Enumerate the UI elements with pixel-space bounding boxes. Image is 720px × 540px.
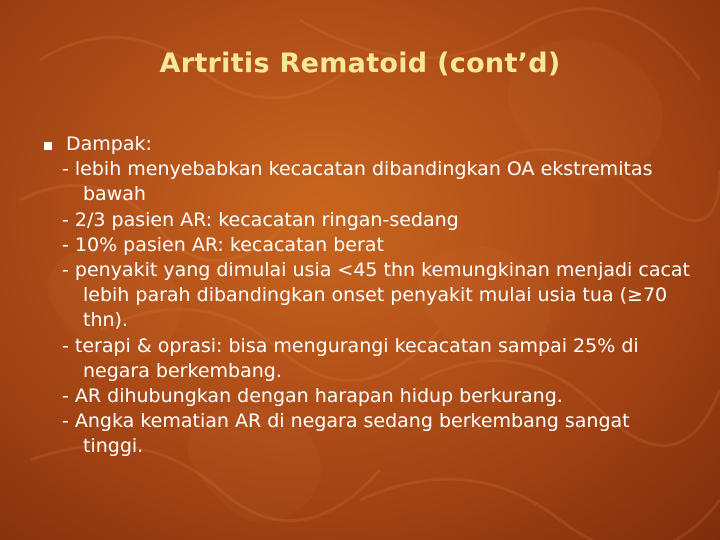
- list-item: - 2/3 pasien AR: kecacatan ringan-sedang: [62, 208, 459, 231]
- bullet-label: Dampak:: [66, 133, 152, 155]
- bullet-dampak: [44, 132, 694, 157]
- list-item: - terapi & oprasi: bisa mengurangi kecacatan sampai 25% di negara berkembang.: [62, 334, 639, 382]
- list-item: - lebih menyebabkan kecacatan dibandingkan OA ekstremitas bawah: [62, 158, 653, 206]
- list-item: - 10% pasien AR: kecacatan berat: [62, 233, 384, 256]
- slide-body: [44, 132, 694, 460]
- list-item: - penyakit yang dimulai usia <45 thn kemungkinan menjadi cacat lebih parah dibandingkan onset penyakit mulai usia tua (≥70 thn).: [62, 259, 691, 332]
- slide-title: Artritis Rematoid (cont’d): [159, 48, 561, 79]
- list-item: - AR dihubungkan dengan harapan hidup berkurang.: [62, 385, 563, 408]
- list-item: - Angka kematian AR di negara sedang berkembang sangat tinggi.: [62, 410, 630, 458]
- square-bullet-icon: [44, 142, 52, 150]
